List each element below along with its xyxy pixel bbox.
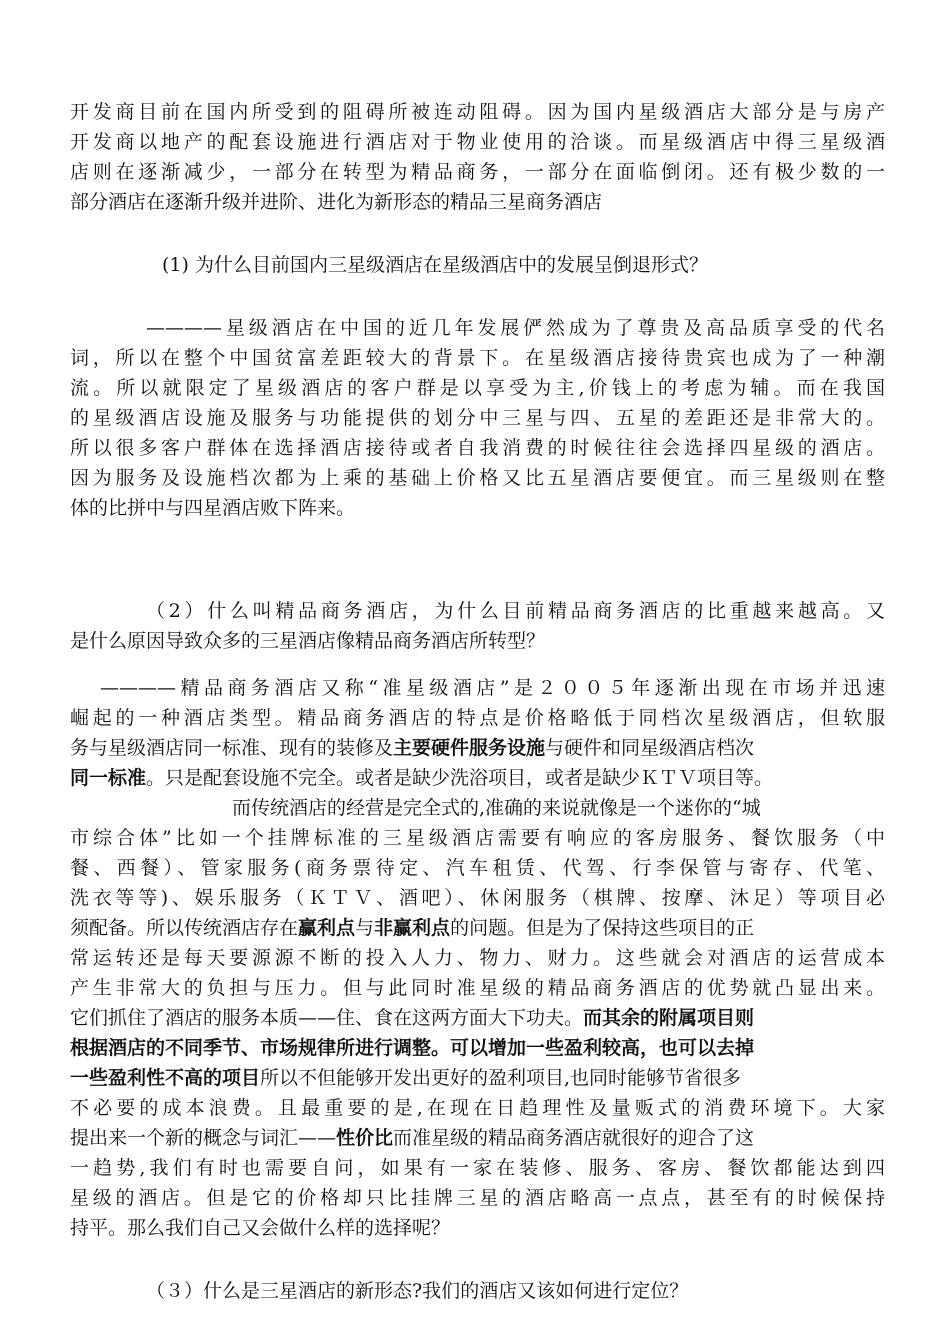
text-line: ————精品商务酒店又称“准星级酒店”是２００５年逐渐出现在市场并迅速 (100, 677, 885, 699)
text-span: 与硬件和同星级酒店档次 (545, 737, 755, 759)
text-line: 部分酒店在逐渐升级并进阶、进化为新形态的精品三星商务酒店 (70, 191, 603, 213)
text-span: 务与星级酒店同一标准、现有的装修及 (70, 737, 394, 759)
text-line (70, 733, 885, 763)
text-line: 开发商目前在国内所受到的阻碍所被连动阻碍。因为国内星级酒店大部分是与房产 (70, 101, 885, 123)
text-line (70, 1123, 885, 1153)
text-span: 须配备。所以传统酒店存在 (70, 917, 299, 939)
text-line: 洗衣等等)、娱乐服务（ＫＴＶ、酒吧）、休闲服务（棋牌、按摩、沐足）等项目必 (70, 887, 885, 909)
bold-text: 同一标准 (70, 767, 147, 789)
text-span: 提出来一个新的概念与词汇—— (70, 1127, 337, 1149)
text-line: 词，所以在整个中国贫富差距较大的背景下。在星级酒店接待贵宾也成为了一种潮 (70, 347, 885, 369)
text-span: 与 (355, 917, 375, 939)
text-line: 而传统酒店的经营是完全式的,准确的来说就像是一个迷你的“城 (232, 797, 761, 819)
text-line: 开发商以地产的配套设施进行酒店对于物业使用的洽谈。而星级酒店中得三星级酒 (70, 131, 885, 153)
text-span: 所以不但能够开发出更好的盈利项目,也同时能够节省很多 (260, 1067, 742, 1089)
text-line (70, 1033, 885, 1063)
text-line: ————星级酒店在中国的近几年发展俨然成为了尊贵及高品质享受的代名 (146, 317, 885, 339)
text-line: 不必要的成本浪费。且最重要的是,在现在日趋理性及量贩式的消费环境下。大家 (70, 1097, 885, 1119)
text-line: 店则在逐渐减少，一部分在转型为精品商务，一部分在面临倒闭。还有极少数的一 (70, 161, 885, 183)
bold-text: 赢利点 (298, 917, 356, 939)
bold-text: 主要硬件服务设施 (393, 737, 546, 759)
text-span: 的问题。但是为了保持这些项目的正 (450, 917, 755, 939)
text-line (70, 763, 885, 793)
text-line: 一趋势,我们有时也需要自问，如果有一家在装修、服务、客房、餐饮都能达到四 (70, 1157, 885, 1179)
text-line: 因为服务及设施档次都为上乘的基础上价格又比五星酒店要便宜。而三星级则在整 (70, 467, 885, 489)
bold-text: 一些盈利性不高的项目 (70, 1067, 261, 1089)
question-1-heading: (1) 为什么目前国内三星级酒店在星级酒店中的发展呈倒退形式？ (162, 254, 708, 276)
question-3-heading: （３）什么是三星酒店的新形态?我们的酒店又该如何进行定位？ (146, 1280, 689, 1302)
question-2-heading: （2）什么叫精品商务酒店，为什么目前精品商务酒店的比重越来越高。又 (146, 600, 885, 622)
text-span: 它们抓住了酒店的服务本质——住、食在这两方面大下功夫。 (70, 1007, 584, 1029)
text-line: 所以很多客户群体在选择酒店接待或者自我消费的时候往往会选择四星级的酒店。 (70, 437, 885, 459)
text-line: 崛起的一种酒店类型。精品商务酒店的特点是价格略低于同档次星级酒店，但软服 (70, 707, 885, 729)
text-line: 流。所以就限定了星级酒店的客户群是以享受为主,价钱上的考虑为辅。而在我国 (70, 377, 885, 399)
text-line: 的星级酒店设施及服务与功能提供的划分中三星与四、五星的差距还是非常大的。 (70, 407, 885, 429)
text-line: 常运转还是每天要源源不断的投入人力、物力、财力。这些就会对酒店的运营成本 (70, 947, 885, 969)
text-line: 餐、西餐）、管家服务(商务票待定、汽车租赁、代驾、行李保管与寄存、代笔、 (70, 857, 885, 879)
bold-text: 非赢利点 (374, 917, 451, 939)
bold-text: 而其余的附属项目则 (583, 1007, 755, 1029)
text-span: 而准星级的精品商务酒店就很好的迎合了这 (393, 1127, 755, 1149)
text-span: 。只是配套设施不完全。或者是缺少洗浴项目，或者是缺少ＫＴＶ项目等。 (146, 767, 774, 789)
text-line: 持平。那么我们自己又会做什么样的选择呢？ (70, 1217, 451, 1239)
bold-text: 性价比 (336, 1127, 394, 1149)
text-line: 产生非常大的负担与压力。但与此同时准星级的精品商务酒店的优势就凸显出来。 (70, 977, 885, 999)
text-line (70, 913, 885, 943)
text-line: 星级的酒店。但是它的价格却只比挂牌三星的酒店略高一点点，甚至有的时候保持 (70, 1187, 885, 1209)
text-line: 体的比拼中与四星酒店败下阵来。 (70, 497, 356, 519)
question-2-heading-cont: 是什么原因导致众多的三星酒店像精品商务酒店所转型？ (70, 630, 546, 652)
text-line (70, 1063, 885, 1093)
text-line (70, 1003, 885, 1033)
bold-text: 根据酒店的不同季节、市场规律所进行调整。可以增加一些盈利较高，也可以去掉 (70, 1037, 755, 1059)
text-line: 市综合体”比如一个挂牌标准的三星级酒店需要有响应的客房服务、餐饮服务（中 (70, 827, 885, 849)
